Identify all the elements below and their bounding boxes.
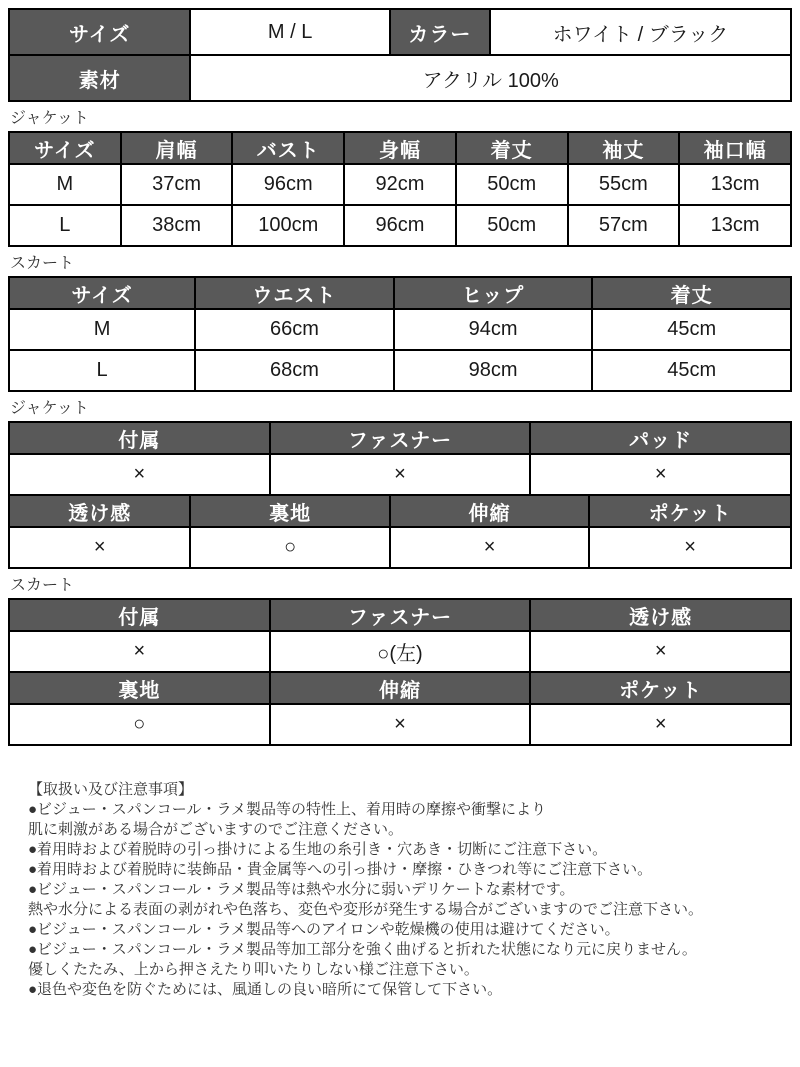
header-cell: 着丈: [592, 277, 791, 309]
mark-cell: ×: [589, 527, 791, 568]
care-notes-line: 優しくたたみ、上から押さえたり叩いたりしない様ご注意下さい。: [28, 961, 479, 978]
value-cell: 50cm: [456, 205, 568, 246]
jacket-features-section-label: ジャケット: [10, 400, 89, 417]
material-value-cell: アクリル 100%: [190, 55, 791, 101]
care-notes-line: ●ビジュー・スパンコール・ラメ製品等へのアイロンや乾燥機の使用は避けてください。: [28, 921, 620, 938]
header-cell: ポケット: [589, 495, 791, 527]
color-label-cell: カラー: [390, 9, 490, 55]
skirt-features-section-label: スカート: [10, 577, 75, 594]
header-cell: サイズ: [9, 132, 121, 164]
header-cell: 肩幅: [121, 132, 233, 164]
header-cell: 袖口幅: [679, 132, 791, 164]
header-cell: 付属: [9, 422, 270, 454]
skirt-size-table: [8, 276, 792, 392]
mark-cell: ○(左): [270, 631, 531, 672]
value-cell: 96cm: [232, 164, 344, 205]
care-notes-line: ●着用時および着脱時に装飾品・貴金属等への引っ掛け・摩擦・ひきつれ等にご注意下さい。: [28, 861, 653, 878]
header-cell: サイズ: [9, 277, 195, 309]
care-notes-title: 【取扱い及び注意事項】: [28, 781, 194, 798]
header-cell: ポケット: [530, 672, 791, 704]
care-notes-line: ●退色や変色を防ぐためには、風通しの良い暗所にて保管して下さい。: [28, 981, 503, 998]
mark-cell: ×: [530, 454, 791, 495]
jacket-features-table-top: [8, 421, 792, 496]
value-cell: 45cm: [592, 309, 791, 350]
value-cell: L: [9, 350, 195, 391]
jacket-size-header-row: [9, 132, 791, 164]
jacket-size-table: [8, 131, 792, 247]
header-cell: バスト: [232, 132, 344, 164]
value-cell: 94cm: [394, 309, 593, 350]
header-cell: 着丈: [456, 132, 568, 164]
care-notes: [8, 780, 792, 1000]
value-cell: L: [9, 205, 121, 246]
mark-cell: ○: [9, 704, 270, 745]
value-cell: 100cm: [232, 205, 344, 246]
skirt-features-table: [8, 598, 792, 746]
header-cell: 袖丈: [568, 132, 680, 164]
color-value-cell: ホワイト / ブラック: [490, 9, 791, 55]
header-cell: 伸縮: [390, 495, 589, 527]
mark-cell: ×: [9, 454, 270, 495]
value-cell: M: [9, 164, 121, 205]
header-cell: ファスナー: [270, 599, 531, 631]
mark-cell: ×: [9, 527, 190, 568]
care-notes-line: ●ビジュー・スパンコール・ラメ製品等の特性上、着用時の摩擦や衝撃により: [28, 801, 547, 818]
header-cell: 裏地: [9, 672, 270, 704]
header-cell: ファスナー: [270, 422, 531, 454]
care-notes-line: 肌に刺激がある場合がございますのでご注意ください。: [28, 821, 404, 838]
care-notes-line: ●ビジュー・スパンコール・ラメ製品等は熱や水分に弱いデリケートな素材です。: [28, 881, 575, 898]
value-cell: 68cm: [195, 350, 394, 391]
spec-row-size-color: [9, 9, 791, 55]
value-cell: 38cm: [121, 205, 233, 246]
jacket-features-header-row-1: [9, 422, 791, 454]
header-cell: 伸縮: [270, 672, 531, 704]
jacket-size-section-label: ジャケット: [10, 110, 89, 127]
value-cell: 50cm: [456, 164, 568, 205]
spec-row-material: [9, 55, 791, 101]
mark-cell: ×: [530, 631, 791, 672]
mark-cell: ×: [9, 631, 270, 672]
skirt-size-header-row: [9, 277, 791, 309]
care-notes-line: 熱や水分による表面の剥がれや色落ち、変色や変形が発生する場合がございますのでご注意下さい。: [28, 901, 704, 918]
mark-cell: ○: [190, 527, 389, 568]
skirt-size-section-label: スカート: [10, 255, 75, 272]
jacket-features-value-row-1: [9, 454, 791, 495]
jacket-features-value-row-2: [9, 527, 791, 568]
spec-table: [8, 8, 792, 102]
mark-cell: ×: [270, 454, 531, 495]
size-value-cell: M / L: [190, 9, 389, 55]
value-cell: 37cm: [121, 164, 233, 205]
mark-cell: ×: [390, 527, 589, 568]
jacket-features-table-bottom: [8, 494, 792, 569]
care-notes-line: ●ビジュー・スパンコール・ラメ製品等加工部分を強く曲げると折れた状態になり元に戻りません。: [28, 941, 697, 958]
value-cell: 45cm: [592, 350, 791, 391]
mark-cell: ×: [270, 704, 531, 745]
header-cell: ウエスト: [195, 277, 394, 309]
value-cell: 98cm: [394, 350, 593, 391]
header-cell: 付属: [9, 599, 270, 631]
header-cell: 透け感: [530, 599, 791, 631]
jacket-size-row-m: [9, 164, 791, 205]
skirt-size-row-l: [9, 350, 791, 391]
value-cell: 66cm: [195, 309, 394, 350]
value-cell: M: [9, 309, 195, 350]
skirt-features-header-row-1: [9, 599, 791, 631]
material-label-cell: 素材: [9, 55, 190, 101]
care-notes-line: ●着用時および着脱時の引っ掛けによる生地の糸引き・穴あき・切断にご注意下さい。: [28, 841, 608, 858]
skirt-features-header-row-2: [9, 672, 791, 704]
value-cell: 92cm: [344, 164, 456, 205]
jacket-features-header-row-2: [9, 495, 791, 527]
header-cell: ヒップ: [394, 277, 593, 309]
size-label-cell: サイズ: [9, 9, 190, 55]
mark-cell: ×: [530, 704, 791, 745]
value-cell: 13cm: [679, 164, 791, 205]
skirt-size-row-m: [9, 309, 791, 350]
header-cell: 裏地: [190, 495, 389, 527]
header-cell: パッド: [530, 422, 791, 454]
skirt-features-value-row-1: [9, 631, 791, 672]
value-cell: 13cm: [679, 205, 791, 246]
header-cell: 透け感: [9, 495, 190, 527]
jacket-size-row-l: [9, 205, 791, 246]
skirt-features-value-row-2: [9, 704, 791, 745]
value-cell: 96cm: [344, 205, 456, 246]
value-cell: 57cm: [568, 205, 680, 246]
header-cell: 身幅: [344, 132, 456, 164]
value-cell: 55cm: [568, 164, 680, 205]
